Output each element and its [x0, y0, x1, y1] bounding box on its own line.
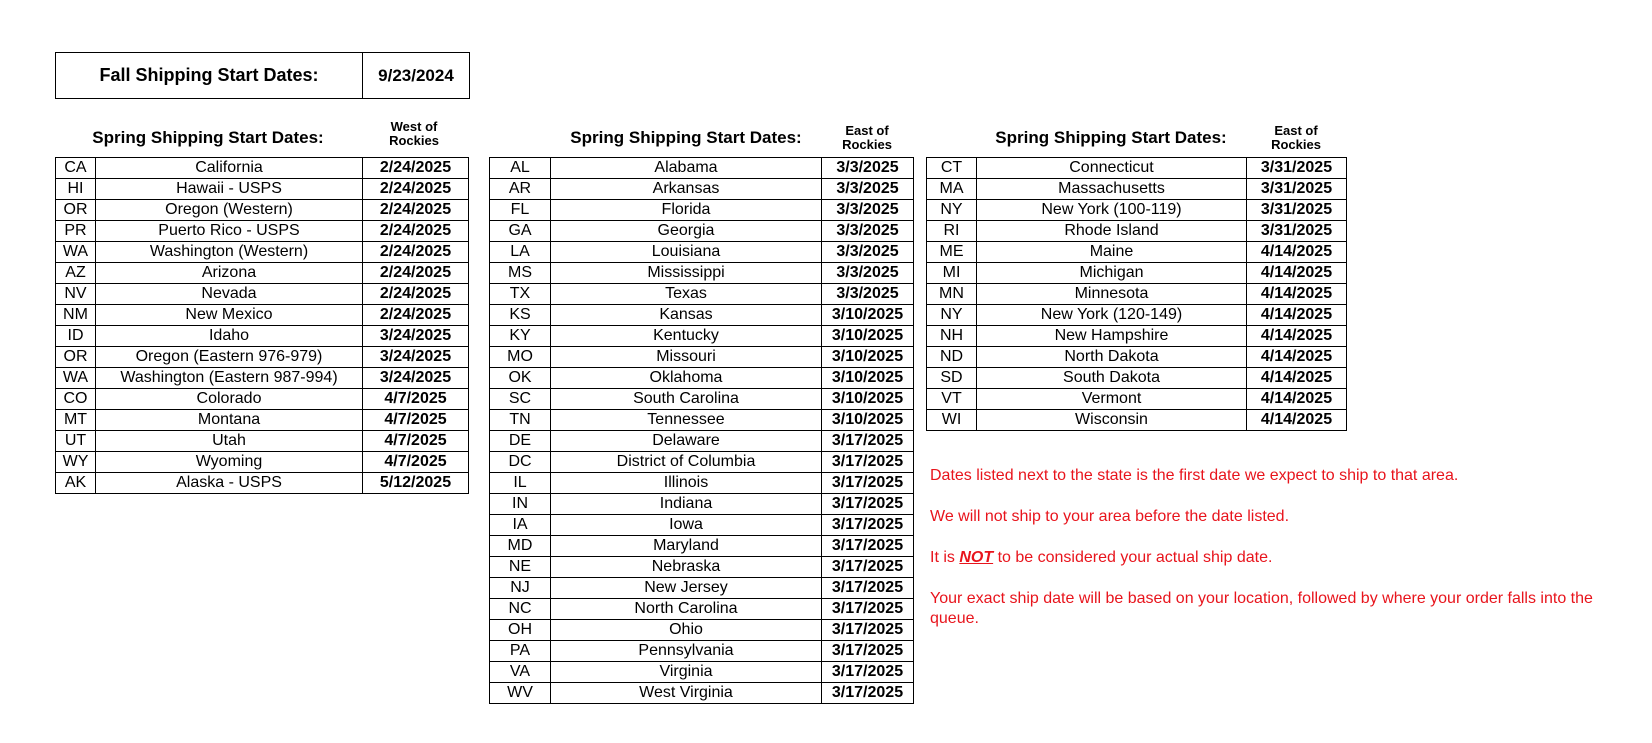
- state-code-cell: DC: [490, 452, 551, 473]
- ship-date-cell: 4/14/2025: [1247, 410, 1347, 431]
- table-row: [56, 179, 469, 200]
- ship-date-cell: 3/10/2025: [822, 326, 914, 347]
- ship-date-cell: 2/24/2025: [363, 158, 469, 179]
- ship-date-cell: 2/24/2025: [363, 305, 469, 326]
- ship-date-cell: 4/14/2025: [1247, 347, 1347, 368]
- state-code-cell: OR: [56, 200, 96, 221]
- table-row: [927, 368, 1347, 389]
- state-name-cell: Rhode Island: [977, 221, 1247, 242]
- table-row: [927, 242, 1347, 263]
- state-name-cell: New Jersey: [551, 578, 822, 599]
- ship-date-cell: 3/24/2025: [363, 326, 469, 347]
- east1-region-label: East of Rockies: [842, 123, 892, 152]
- ship-date-cell: 3/31/2025: [1247, 200, 1347, 221]
- table-row: [927, 326, 1347, 347]
- state-code-cell: ND: [927, 347, 977, 368]
- ship-date-cell: 3/24/2025: [363, 347, 469, 368]
- ship-date-cell: 3/3/2025: [822, 200, 914, 221]
- state-code-cell: MI: [927, 263, 977, 284]
- state-code-cell: MT: [56, 410, 96, 431]
- state-code-cell: TN: [490, 410, 551, 431]
- state-name-cell: Tennessee: [551, 410, 822, 431]
- ship-date-cell: 3/3/2025: [822, 221, 914, 242]
- table-row: [490, 536, 914, 557]
- ship-date-cell: 2/24/2025: [363, 284, 469, 305]
- state-name-cell: South Carolina: [551, 389, 822, 410]
- ship-date-cell: 3/3/2025: [822, 284, 914, 305]
- east1-table-title: Spring Shipping Start Dates:: [570, 128, 802, 147]
- table-row: [490, 578, 914, 599]
- table-row: [56, 431, 469, 452]
- state-code-cell: NV: [56, 284, 96, 305]
- state-code-cell: CT: [927, 158, 977, 179]
- ship-date-cell: 4/14/2025: [1247, 326, 1347, 347]
- state-name-cell: Oregon (Western): [96, 200, 363, 221]
- state-name-cell: Hawaii - USPS: [96, 179, 363, 200]
- ship-date-cell: 3/24/2025: [363, 368, 469, 389]
- ship-date-cell: 3/17/2025: [822, 452, 914, 473]
- state-code-cell: NE: [490, 557, 551, 578]
- table-row: [490, 620, 914, 641]
- table-row: [56, 389, 469, 410]
- state-code-cell: WV: [490, 683, 551, 704]
- state-name-cell: Idaho: [96, 326, 363, 347]
- east2-table-title: Spring Shipping Start Dates:: [995, 128, 1227, 147]
- ship-date-cell: 3/17/2025: [822, 515, 914, 536]
- ship-date-cell: 3/3/2025: [822, 179, 914, 200]
- table-row: [927, 263, 1347, 284]
- table-row: [56, 242, 469, 263]
- table-row: [927, 284, 1347, 305]
- ship-date-cell: 3/31/2025: [1247, 158, 1347, 179]
- fall-shipping-box: [55, 52, 470, 99]
- state-code-cell: IL: [490, 473, 551, 494]
- ship-date-cell: 2/24/2025: [363, 221, 469, 242]
- ship-date-cell: 4/7/2025: [363, 431, 469, 452]
- state-name-cell: Kentucky: [551, 326, 822, 347]
- table-row: [490, 473, 914, 494]
- state-code-cell: MD: [490, 536, 551, 557]
- state-name-cell: Colorado: [96, 389, 363, 410]
- state-name-cell: Massachusetts: [977, 179, 1247, 200]
- ship-date-cell: 3/17/2025: [822, 557, 914, 578]
- ship-date-cell: 4/14/2025: [1247, 368, 1347, 389]
- state-code-cell: IA: [490, 515, 551, 536]
- state-code-cell: KS: [490, 305, 551, 326]
- shipping-notes: [930, 466, 1630, 650]
- state-name-cell: New Hampshire: [977, 326, 1247, 347]
- ship-date-cell: 3/17/2025: [822, 662, 914, 683]
- state-name-cell: Delaware: [551, 431, 822, 452]
- state-code-cell: AL: [490, 158, 551, 179]
- state-name-cell: Virginia: [551, 662, 822, 683]
- state-name-cell: District of Columbia: [551, 452, 822, 473]
- note-not-actual: It is NOT to be considered your actual ship date.: [930, 549, 1273, 566]
- state-name-cell: Vermont: [977, 389, 1247, 410]
- east-of-rockies-table-1: [489, 157, 914, 704]
- state-code-cell: ME: [927, 242, 977, 263]
- table-row: [490, 683, 914, 704]
- state-name-cell: North Dakota: [977, 347, 1247, 368]
- state-name-cell: Alabama: [551, 158, 822, 179]
- ship-date-cell: 3/17/2025: [822, 683, 914, 704]
- state-code-cell: UT: [56, 431, 96, 452]
- ship-date-cell: 5/12/2025: [363, 473, 469, 494]
- state-name-cell: Iowa: [551, 515, 822, 536]
- state-name-cell: Wyoming: [96, 452, 363, 473]
- table-row: [490, 368, 914, 389]
- state-name-cell: Maryland: [551, 536, 822, 557]
- ship-date-cell: 3/17/2025: [822, 473, 914, 494]
- state-code-cell: WI: [927, 410, 977, 431]
- state-code-cell: OH: [490, 620, 551, 641]
- state-code-cell: AR: [490, 179, 551, 200]
- table-row: [56, 158, 469, 179]
- state-name-cell: North Carolina: [551, 599, 822, 620]
- ship-date-cell: 3/10/2025: [822, 368, 914, 389]
- table-row: [490, 305, 914, 326]
- west-table-title: Spring Shipping Start Dates:: [92, 128, 324, 147]
- state-name-cell: Arkansas: [551, 179, 822, 200]
- east-of-rockies-table-2: [926, 157, 1347, 431]
- state-name-cell: Missouri: [551, 347, 822, 368]
- state-code-cell: SD: [927, 368, 977, 389]
- ship-date-cell: 4/7/2025: [363, 452, 469, 473]
- state-code-cell: MO: [490, 347, 551, 368]
- state-code-cell: PA: [490, 641, 551, 662]
- table-row: [927, 410, 1347, 431]
- state-code-cell: VA: [490, 662, 551, 683]
- ship-date-cell: 3/3/2025: [822, 242, 914, 263]
- state-code-cell: HI: [56, 179, 96, 200]
- ship-date-cell: 3/3/2025: [822, 263, 914, 284]
- table-row: [490, 452, 914, 473]
- table-row: [490, 263, 914, 284]
- table-row: [490, 641, 914, 662]
- state-code-cell: SC: [490, 389, 551, 410]
- state-code-cell: LA: [490, 242, 551, 263]
- state-name-cell: Washington (Western): [96, 242, 363, 263]
- state-name-cell: Nebraska: [551, 557, 822, 578]
- table-row: [490, 347, 914, 368]
- ship-date-cell: 2/24/2025: [363, 242, 469, 263]
- ship-date-cell: 2/24/2025: [363, 200, 469, 221]
- table-row: [490, 326, 914, 347]
- state-name-cell: Pennsylvania: [551, 641, 822, 662]
- fall-shipping-date: 9/23/2024: [378, 65, 454, 85]
- table-row: [927, 347, 1347, 368]
- table-row: [927, 200, 1347, 221]
- state-name-cell: Nevada: [96, 284, 363, 305]
- table-row: [490, 179, 914, 200]
- state-code-cell: NC: [490, 599, 551, 620]
- ship-date-cell: 3/10/2025: [822, 389, 914, 410]
- ship-date-cell: 3/17/2025: [822, 431, 914, 452]
- state-code-cell: MN: [927, 284, 977, 305]
- state-name-cell: Mississippi: [551, 263, 822, 284]
- table-row: [927, 221, 1347, 242]
- ship-date-cell: 4/14/2025: [1247, 284, 1347, 305]
- table-row: [56, 452, 469, 473]
- ship-date-cell: 4/14/2025: [1247, 305, 1347, 326]
- table-row: [56, 305, 469, 326]
- ship-date-cell: 4/14/2025: [1247, 389, 1347, 410]
- table-row: [490, 515, 914, 536]
- state-name-cell: Alaska - USPS: [96, 473, 363, 494]
- table-row: [490, 431, 914, 452]
- ship-date-cell: 4/14/2025: [1247, 242, 1347, 263]
- table-row: [490, 410, 914, 431]
- state-name-cell: Michigan: [977, 263, 1247, 284]
- state-code-cell: MS: [490, 263, 551, 284]
- state-name-cell: California: [96, 158, 363, 179]
- state-code-cell: CO: [56, 389, 96, 410]
- state-code-cell: NH: [927, 326, 977, 347]
- state-code-cell: GA: [490, 221, 551, 242]
- state-name-cell: Indiana: [551, 494, 822, 515]
- state-name-cell: Georgia: [551, 221, 822, 242]
- table-row: [490, 158, 914, 179]
- east2-region-label: East of Rockies: [1271, 123, 1321, 152]
- state-code-cell: WA: [56, 242, 96, 263]
- ship-date-cell: 3/17/2025: [822, 578, 914, 599]
- state-code-cell: PR: [56, 221, 96, 242]
- ship-date-cell: 2/24/2025: [363, 179, 469, 200]
- state-name-cell: West Virginia: [551, 683, 822, 704]
- table-row: [490, 599, 914, 620]
- state-name-cell: New Mexico: [96, 305, 363, 326]
- state-code-cell: NY: [927, 200, 977, 221]
- ship-date-cell: 3/17/2025: [822, 641, 914, 662]
- state-name-cell: Kansas: [551, 305, 822, 326]
- state-code-cell: TX: [490, 284, 551, 305]
- table-row: [56, 221, 469, 242]
- ship-date-cell: 3/10/2025: [822, 410, 914, 431]
- state-code-cell: NY: [927, 305, 977, 326]
- ship-date-cell: 3/3/2025: [822, 158, 914, 179]
- table-row: [927, 158, 1347, 179]
- state-code-cell: IN: [490, 494, 551, 515]
- state-code-cell: VT: [927, 389, 977, 410]
- table-row: [490, 200, 914, 221]
- ship-date-cell: 3/31/2025: [1247, 221, 1347, 242]
- state-name-cell: Illinois: [551, 473, 822, 494]
- state-name-cell: Maine: [977, 242, 1247, 263]
- west-region-label: West of Rockies: [389, 119, 439, 148]
- ship-date-cell: 3/17/2025: [822, 494, 914, 515]
- state-name-cell: South Dakota: [977, 368, 1247, 389]
- ship-date-cell: 3/17/2025: [822, 620, 914, 641]
- table-row: [490, 284, 914, 305]
- table-row: [927, 305, 1347, 326]
- ship-date-cell: 4/7/2025: [363, 389, 469, 410]
- state-code-cell: AZ: [56, 263, 96, 284]
- state-code-cell: KY: [490, 326, 551, 347]
- note-not-emphasis: NOT: [959, 549, 994, 566]
- state-name-cell: New York (100-119): [977, 200, 1247, 221]
- state-name-cell: Florida: [551, 200, 822, 221]
- table-row: [490, 389, 914, 410]
- note-not-before: We will not ship to your area before the date listed.: [930, 508, 1290, 525]
- ship-date-cell: 3/17/2025: [822, 536, 914, 557]
- ship-date-cell: 3/31/2025: [1247, 179, 1347, 200]
- ship-date-cell: 3/10/2025: [822, 347, 914, 368]
- state-name-cell: Louisiana: [551, 242, 822, 263]
- state-code-cell: FL: [490, 200, 551, 221]
- west-of-rockies-table: [55, 157, 469, 494]
- state-code-cell: NJ: [490, 578, 551, 599]
- state-name-cell: Utah: [96, 431, 363, 452]
- state-name-cell: Oklahoma: [551, 368, 822, 389]
- state-name-cell: Minnesota: [977, 284, 1247, 305]
- state-name-cell: New York (120-149): [977, 305, 1247, 326]
- state-name-cell: Puerto Rico - USPS: [96, 221, 363, 242]
- table-row: [56, 200, 469, 221]
- ship-date-cell: 3/10/2025: [822, 305, 914, 326]
- state-name-cell: Washington (Eastern 987-994): [96, 368, 363, 389]
- state-name-cell: Wisconsin: [977, 410, 1247, 431]
- note-exact-date: Your exact ship date will be based on your location, followed by where your order falls into the queue.: [930, 590, 1593, 627]
- state-name-cell: Ohio: [551, 620, 822, 641]
- state-code-cell: RI: [927, 221, 977, 242]
- table-row: [490, 662, 914, 683]
- state-code-cell: OK: [490, 368, 551, 389]
- state-code-cell: DE: [490, 431, 551, 452]
- state-name-cell: Connecticut: [977, 158, 1247, 179]
- table-row: [490, 242, 914, 263]
- table-row: [56, 326, 469, 347]
- table-row: [56, 347, 469, 368]
- state-name-cell: Montana: [96, 410, 363, 431]
- table-row: [56, 284, 469, 305]
- ship-date-cell: 4/14/2025: [1247, 263, 1347, 284]
- state-code-cell: WY: [56, 452, 96, 473]
- table-row: [56, 473, 469, 494]
- ship-date-cell: 3/17/2025: [822, 599, 914, 620]
- note-first-date: Dates listed next to the state is the first date we expect to ship to that area.: [930, 467, 1459, 484]
- table-row: [927, 389, 1347, 410]
- state-code-cell: NM: [56, 305, 96, 326]
- table-row: [56, 263, 469, 284]
- table-row: [56, 410, 469, 431]
- state-name-cell: Oregon (Eastern 976-979): [96, 347, 363, 368]
- ship-date-cell: 4/7/2025: [363, 410, 469, 431]
- state-name-cell: Texas: [551, 284, 822, 305]
- fall-shipping-label: Fall Shipping Start Dates:: [56, 53, 363, 98]
- state-code-cell: WA: [56, 368, 96, 389]
- state-code-cell: CA: [56, 158, 96, 179]
- state-name-cell: Arizona: [96, 263, 363, 284]
- state-code-cell: MA: [927, 179, 977, 200]
- state-code-cell: AK: [56, 473, 96, 494]
- table-row: [490, 557, 914, 578]
- ship-date-cell: 2/24/2025: [363, 263, 469, 284]
- table-row: [927, 179, 1347, 200]
- table-row: [56, 368, 469, 389]
- table-row: [490, 494, 914, 515]
- state-code-cell: ID: [56, 326, 96, 347]
- table-row: [490, 221, 914, 242]
- state-code-cell: OR: [56, 347, 96, 368]
